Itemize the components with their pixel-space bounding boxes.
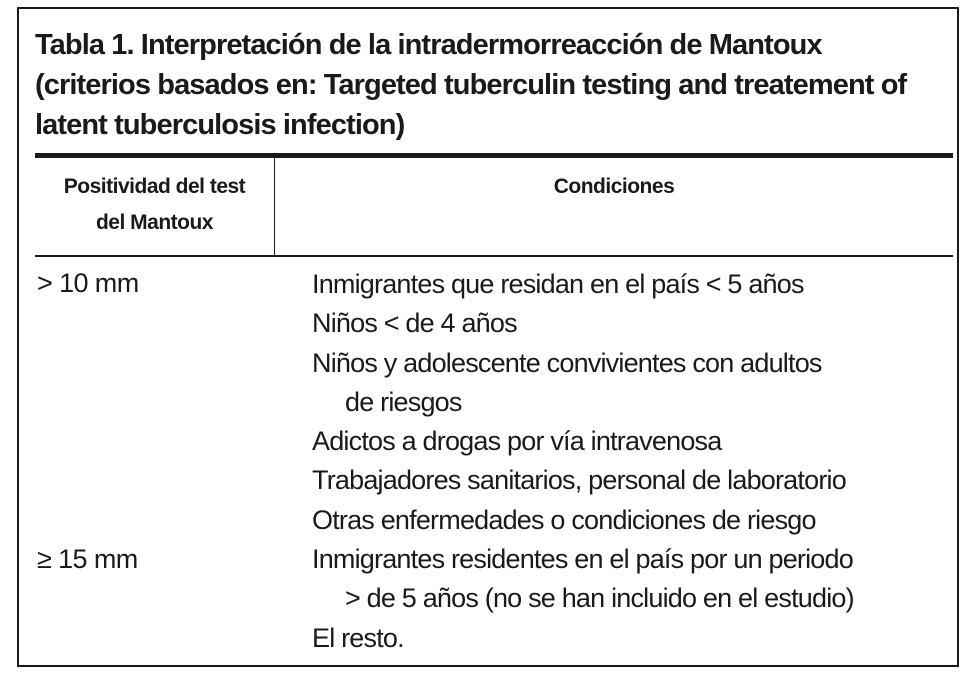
condition-line: Niños < de 4 años bbox=[312, 308, 517, 339]
column-header-line: Positividad del test bbox=[63, 175, 246, 198]
condition-line: Trabajadores sanitarios, personal de laboratorio bbox=[312, 465, 846, 496]
condition-line: El resto. bbox=[312, 622, 404, 653]
condition-line: Inmigrantes residentes en el país por un periodo bbox=[312, 544, 853, 575]
condition-line: Adictos a drogas por vía intravenosa bbox=[312, 426, 722, 457]
column-header-positivity bbox=[35, 169, 274, 241]
table-title-line: latent tuberculosis infection) bbox=[35, 109, 405, 141]
column-header-conditions: Condiciones bbox=[553, 175, 675, 198]
conditions-list bbox=[312, 265, 854, 658]
row-value-10mm: > 10 mm bbox=[37, 268, 139, 298]
condition-line: Niños y adolescente convivientes con adultos bbox=[312, 347, 822, 378]
row-value-15mm: ≥ 15 mm bbox=[37, 544, 138, 574]
condition-line: Inmigrantes que residan en el país < 5 años bbox=[312, 269, 804, 299]
table-frame bbox=[17, 7, 959, 667]
header-bottom-rule bbox=[35, 255, 953, 257]
table-title-line: Tabla 1. Interpretación de la intradermorreacción de Mantoux bbox=[35, 29, 822, 61]
header-top-rule bbox=[35, 153, 953, 158]
table-title-line: (criterios basados en: Targeted tuberculin testing and treatement of bbox=[35, 69, 907, 101]
table-title bbox=[35, 25, 953, 145]
condition-line: Otras enfermedades o condiciones de riesgo bbox=[312, 504, 816, 535]
column-header-line: del Mantoux bbox=[95, 211, 213, 234]
condition-line: de riesgos bbox=[345, 386, 462, 417]
condition-line: > de 5 años (no se han incluido en el estudio) bbox=[345, 583, 854, 614]
